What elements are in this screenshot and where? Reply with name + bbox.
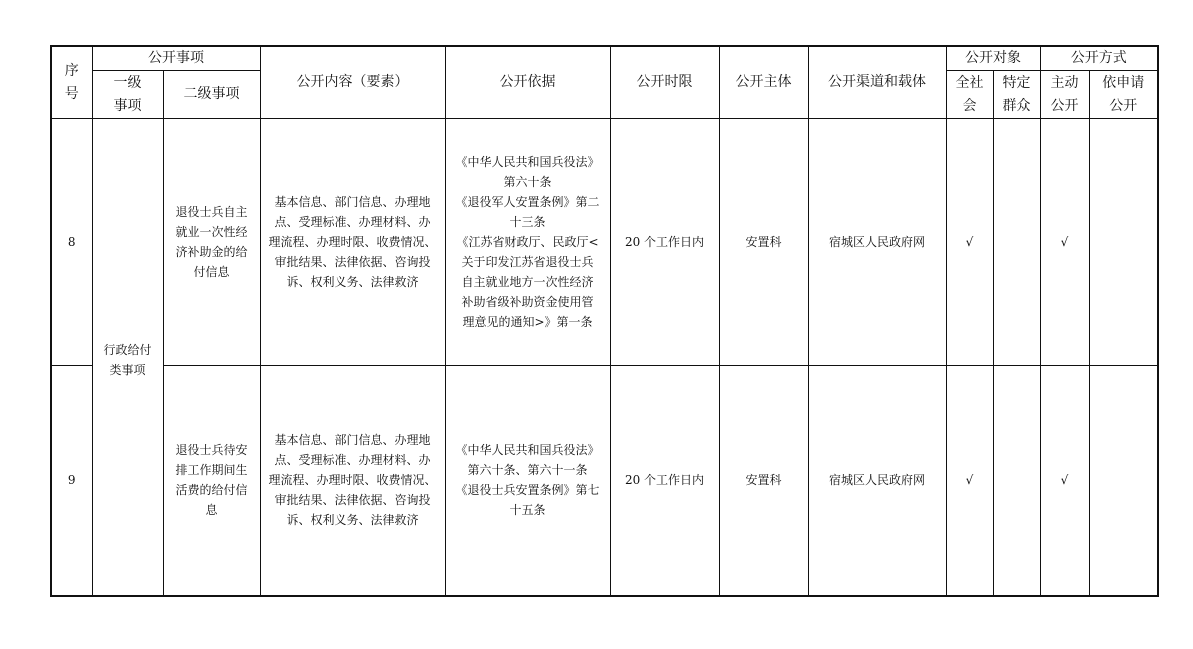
row-basis: 《中华人民共和国兵役法》 第六十条、第六十一条 《退役士兵安置条例》第七 十五条 [445,366,610,596]
row-target-specific [993,119,1040,366]
row-target-all: √ [946,366,993,596]
row-level2: 退役士兵自主 就业一次性经 济补助金的给 付信息 [163,119,260,366]
shared-level1: 行政给付 类事项 [92,119,163,596]
row-level2: 退役士兵待安 排工作期间生 活费的给付信 息 [163,366,260,596]
row-subject: 安置科 [719,119,808,366]
row-subject: 安置科 [719,366,808,596]
row-content: 基本信息、部门信息、办理地 点、受理标准、办理材料、办 理流程、办理时限、收费情况、 审批结果、法律依据、咨询投 诉、权利义务、法律救济 [260,366,445,596]
row-time-limit: 20 个工作日内 [610,119,719,366]
header-level1: 一级 事项 [92,71,163,119]
header-content: 公开内容（要素） [260,46,445,119]
row-method-request [1089,366,1158,596]
header-method-active: 主动 公开 [1040,71,1089,119]
row-target-all: √ [946,119,993,366]
row-seq: 8 [51,119,92,366]
header-target-all: 全社 会 [946,71,993,119]
header-subject: 公开主体 [719,46,808,119]
row-target-specific [993,366,1040,596]
header-channel: 公开渠道和载体 [808,46,946,119]
header-target-specific: 特定 群众 [993,71,1040,119]
header-basis: 公开依据 [445,46,610,119]
header-time-limit: 公开时限 [610,46,719,119]
row-seq: 9 [51,366,92,596]
header-public-matter: 公开事项 [92,46,260,71]
header-target: 公开对象 [946,46,1040,71]
row-basis: 《中华人民共和国兵役法》 第六十条 《退役军人安置条例》第二 十三条 《江苏省财政厅、民政厅< 关于印发江苏省退役士兵 自主就业地方一次性经济 补助省级补助资金使用管 理意见的通知>》第一条 [445,119,610,366]
row-method-request [1089,119,1158,366]
header-method: 公开方式 [1040,46,1158,71]
header-seq: 序 号 [51,46,92,119]
row-time-limit: 20 个工作日内 [610,366,719,596]
disclosure-table [50,45,1159,597]
header-method-request: 依申请 公开 [1089,71,1158,119]
table-row [51,119,1158,366]
row-content: 基本信息、部门信息、办理地 点、受理标准、办理材料、办 理流程、办理时限、收费情况、 审批结果、法律依据、咨询投 诉、权利义务、法律救济 [260,119,445,366]
row-method-active: √ [1040,366,1089,596]
row-channel: 宿城区人民政府网 [808,119,946,366]
table-row [51,366,1158,596]
header-level2: 二级事项 [163,71,260,119]
row-method-active: √ [1040,119,1089,366]
row-channel: 宿城区人民政府网 [808,366,946,596]
